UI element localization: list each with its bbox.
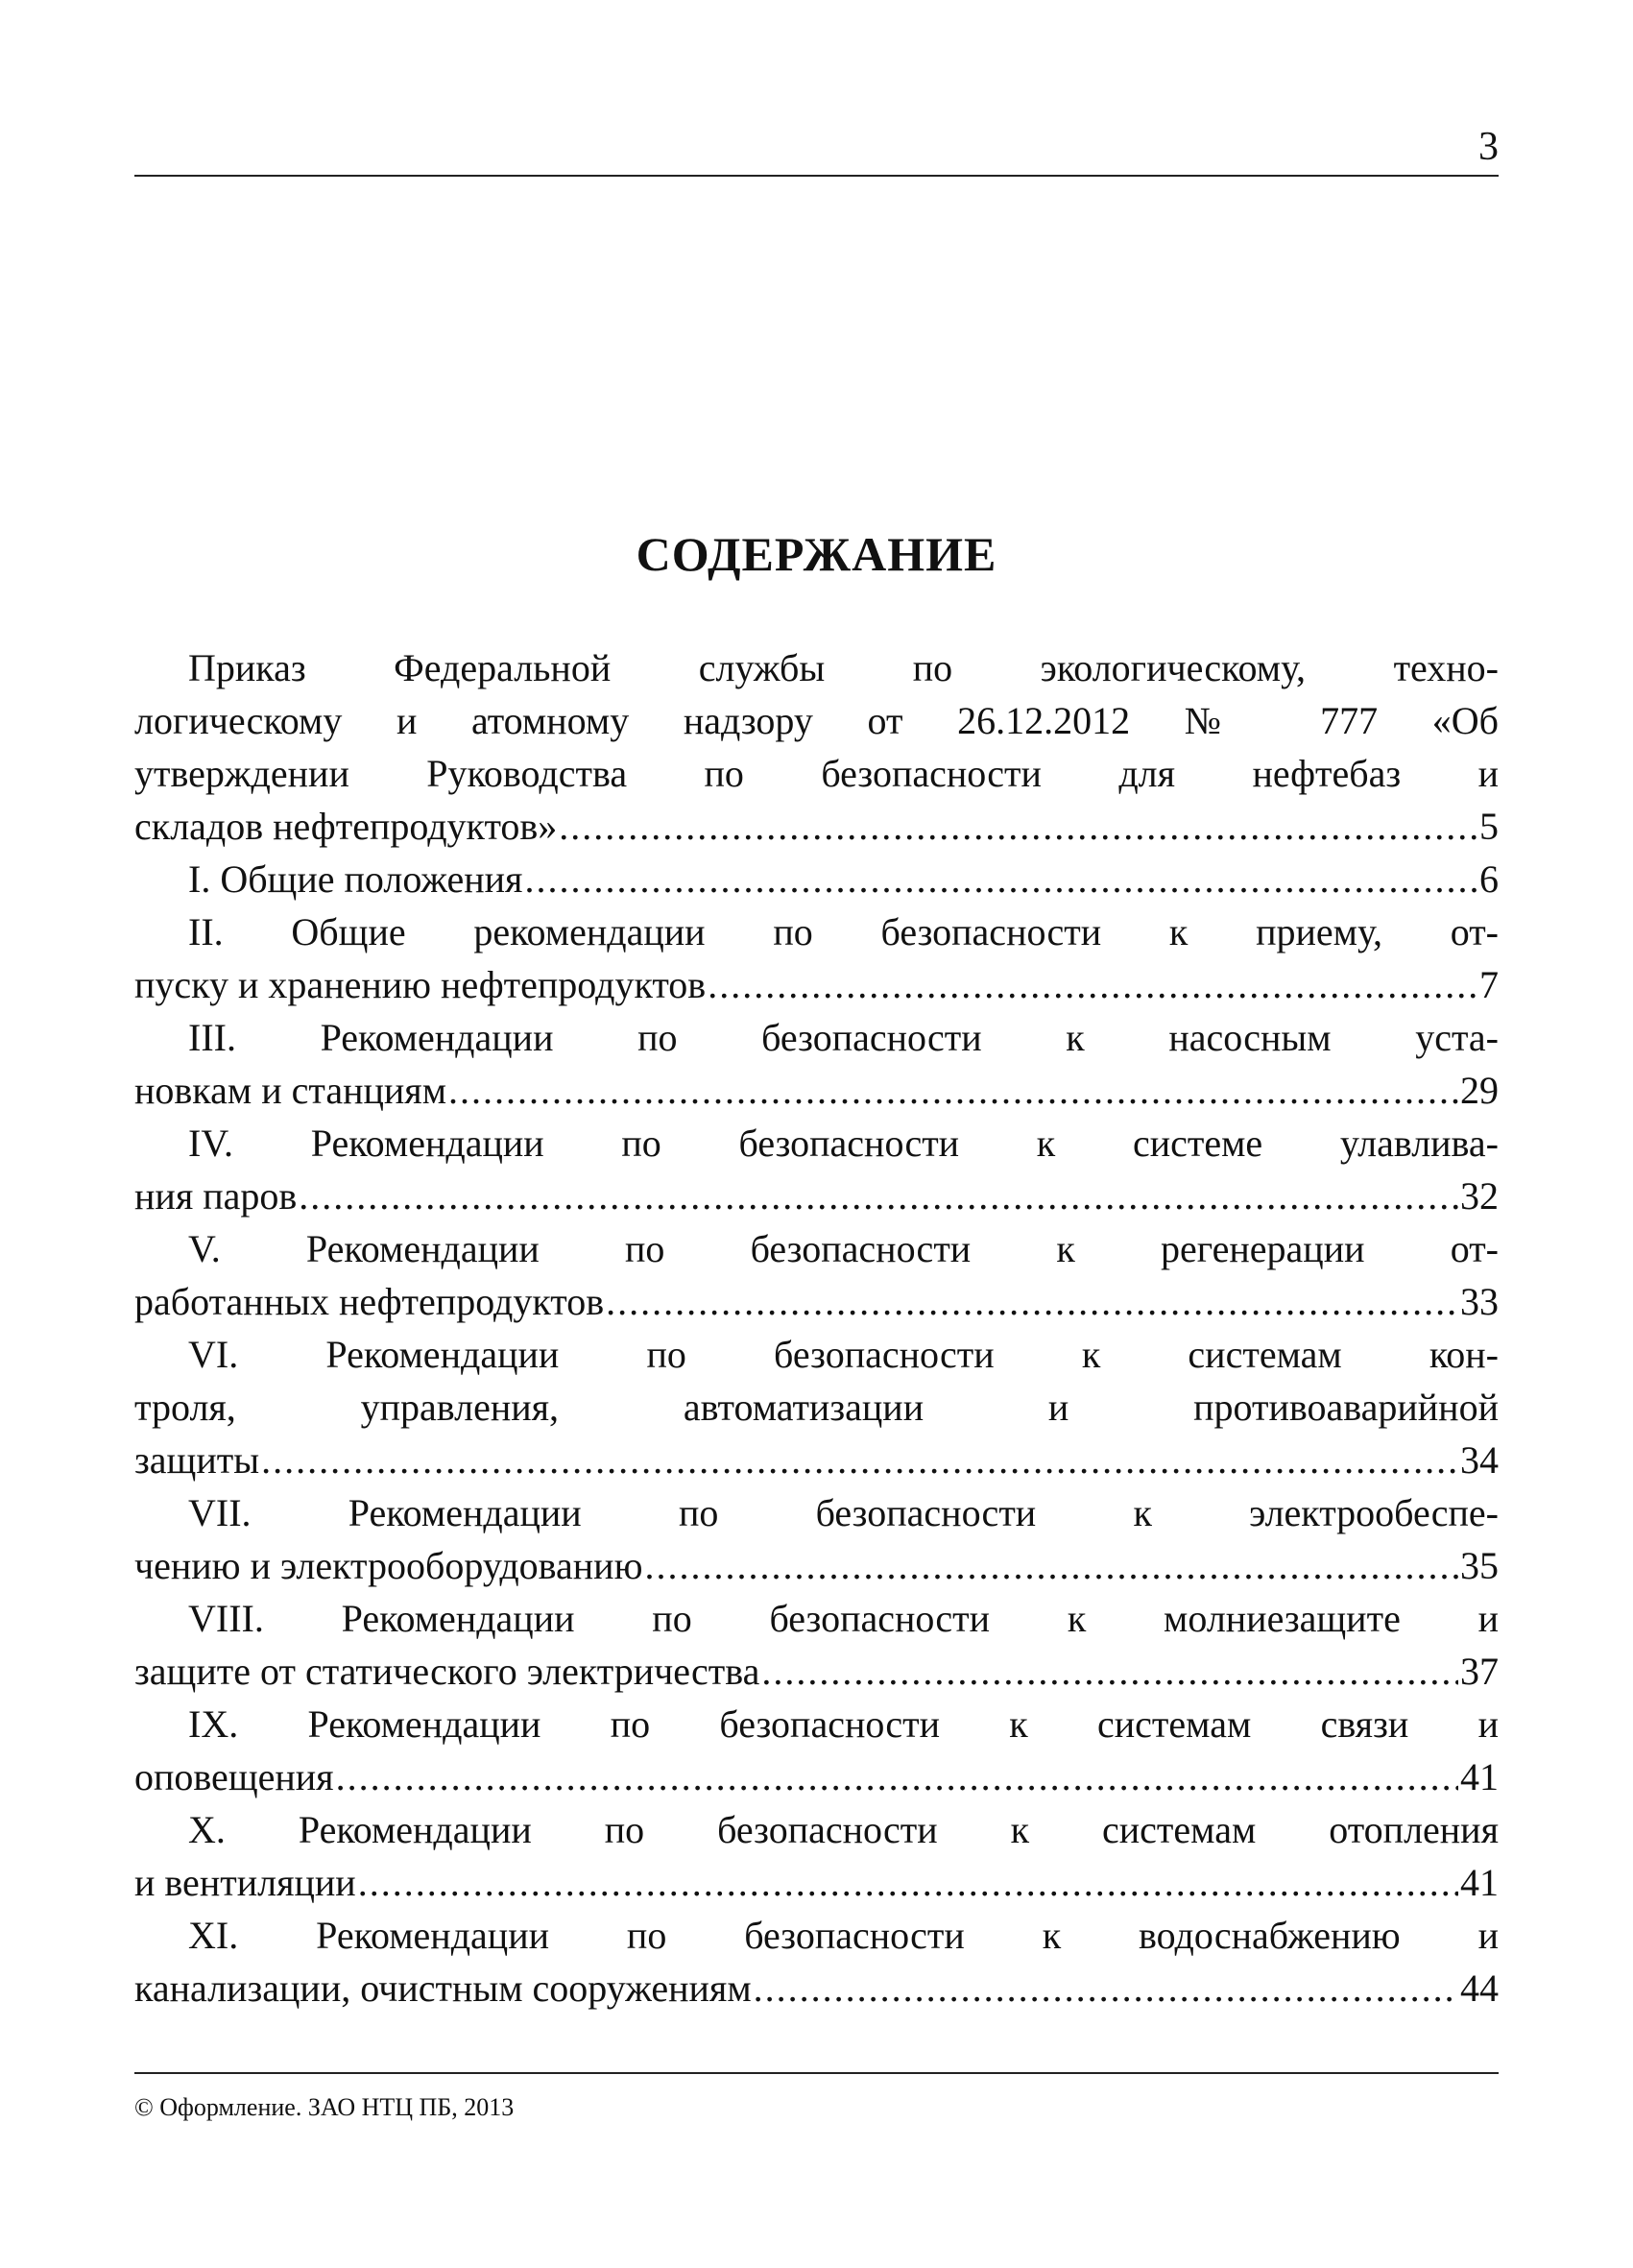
toc-entry-last-line: [134, 1434, 1499, 1486]
toc-entry-last-line: [134, 1856, 1499, 1909]
toc-entry-line: VIII. Рекомендации по безопасности к молниезащите и: [188, 1597, 1499, 1640]
toc-entry: [134, 1592, 1499, 1698]
toc-entry: [134, 1698, 1499, 1803]
toc-entry: [134, 1117, 1499, 1222]
toc-entry-last-line: [134, 958, 1499, 1011]
toc-page-number: 41: [1460, 1755, 1499, 1798]
toc-page-number: 7: [1479, 963, 1499, 1006]
dot-leader: [358, 1856, 1458, 1909]
toc-entry-line: XI. Рекомендации по безопасности к водоснабжению и: [188, 1914, 1499, 1957]
dot-leader: [754, 1962, 1458, 2015]
toc-page-number: 35: [1460, 1544, 1499, 1587]
dot-leader: [524, 853, 1477, 905]
toc-entry-text: пуску и хранению нефтепродуктов: [134, 963, 707, 1006]
dot-leader: [336, 1750, 1458, 1803]
toc-entry: [134, 1803, 1499, 1909]
toc-entry-last-line: [134, 1064, 1499, 1117]
page-number: 3: [1478, 125, 1499, 169]
table-of-contents: [134, 641, 1499, 2015]
toc-entry-line: троля, управления, автоматизации и противоаварийной: [134, 1386, 1499, 1429]
toc-page-number: 37: [1460, 1650, 1499, 1693]
toc-entry-last-line: [134, 1645, 1499, 1698]
toc-entry: [134, 905, 1499, 1011]
page-title: СОДЕРЖАНИЕ: [636, 527, 997, 581]
toc-entry-last-line: [134, 800, 1499, 853]
toc-page-number: 6: [1479, 857, 1499, 901]
toc-entry-text: канализации, очистным сооружениям: [134, 1966, 752, 2010]
dot-leader: [559, 800, 1477, 853]
toc-entry-last-line: [134, 1275, 1499, 1328]
toc-entry: [134, 1222, 1499, 1328]
toc-entry: [134, 641, 1499, 853]
toc-entry-last-line: [134, 853, 1499, 905]
toc-entry-line: III. Рекомендации по безопасности к насосным уста-: [188, 1016, 1499, 1059]
dot-leader: [761, 1645, 1458, 1698]
toc-entry-line: логическому и атомному надзору от 26.12.2012 № 777 «Об: [134, 699, 1499, 742]
toc-page-number: 5: [1479, 805, 1499, 848]
top-rule: [134, 175, 1499, 177]
toc-entry-text: защиты: [134, 1438, 260, 1482]
toc-entry-line: X. Рекомендации по безопасности к системам отопления: [188, 1808, 1499, 1851]
dot-leader: [606, 1275, 1458, 1328]
toc-entry-line: утверждении Руководства по безопасности для нефтебаз и: [134, 752, 1499, 795]
toc-entry: [134, 1909, 1499, 2015]
bottom-rule: [134, 2072, 1499, 2074]
footer-copyright: © Оформление. ЗАО НТЦ ПБ, 2013: [134, 2093, 515, 2121]
toc-entry-text: складов нефтепродуктов»: [134, 805, 558, 848]
toc-page-number: 34: [1460, 1438, 1499, 1482]
toc-page-number: 32: [1460, 1174, 1499, 1218]
dot-leader: [261, 1434, 1458, 1486]
toc-entry-last-line: [134, 1170, 1499, 1222]
toc-entry-line: VI. Рекомендации по безопасности к системам кон-: [188, 1333, 1499, 1376]
toc-entry-last-line: [134, 1962, 1499, 2015]
toc-entry-text: новкам и станциям: [134, 1069, 446, 1112]
toc-page-number: 33: [1460, 1280, 1499, 1323]
toc-page-number: 44: [1460, 1966, 1499, 2010]
toc-entry-text: и вентиляции: [134, 1861, 356, 1904]
toc-entry-line: IV. Рекомендации по безопасности к системе улавлива-: [188, 1122, 1499, 1165]
toc-entry: [134, 1011, 1499, 1117]
dot-leader: [708, 958, 1477, 1011]
toc-page-number: 41: [1460, 1861, 1499, 1904]
toc-entry-text: защите от статического электричества: [134, 1650, 760, 1693]
dot-leader: [299, 1170, 1458, 1222]
toc-entry-text: работанных нефтепродуктов: [134, 1280, 605, 1323]
toc-entry: [134, 853, 1499, 905]
toc-entry-line: V. Рекомендации по безопасности к регенерации от-: [188, 1227, 1499, 1270]
toc-entry-text: I. Общие положения: [188, 857, 523, 901]
toc-entry-text: оповещения: [134, 1755, 334, 1798]
dot-leader: [644, 1539, 1458, 1592]
toc-entry-last-line: [134, 1750, 1499, 1803]
toc-entry-line: Приказ Федеральной службы по экологическому, техно-: [188, 646, 1499, 689]
toc-entry-last-line: [134, 1539, 1499, 1592]
toc-entry-line: II. Общие рекомендации по безопасности к приему, от-: [188, 910, 1499, 953]
toc-entry-line: IX. Рекомендации по безопасности к системам связи и: [188, 1702, 1499, 1746]
toc-entry: [134, 1328, 1499, 1486]
toc-page-number: 29: [1460, 1069, 1499, 1112]
toc-entry-text: ния паров: [134, 1174, 298, 1218]
toc-entry-text: чению и электрооборудованию: [134, 1544, 643, 1587]
toc-entry: [134, 1486, 1499, 1592]
toc-entry-line: VII. Рекомендации по безопасности к электрообеспе-: [188, 1491, 1499, 1534]
dot-leader: [448, 1064, 1458, 1117]
